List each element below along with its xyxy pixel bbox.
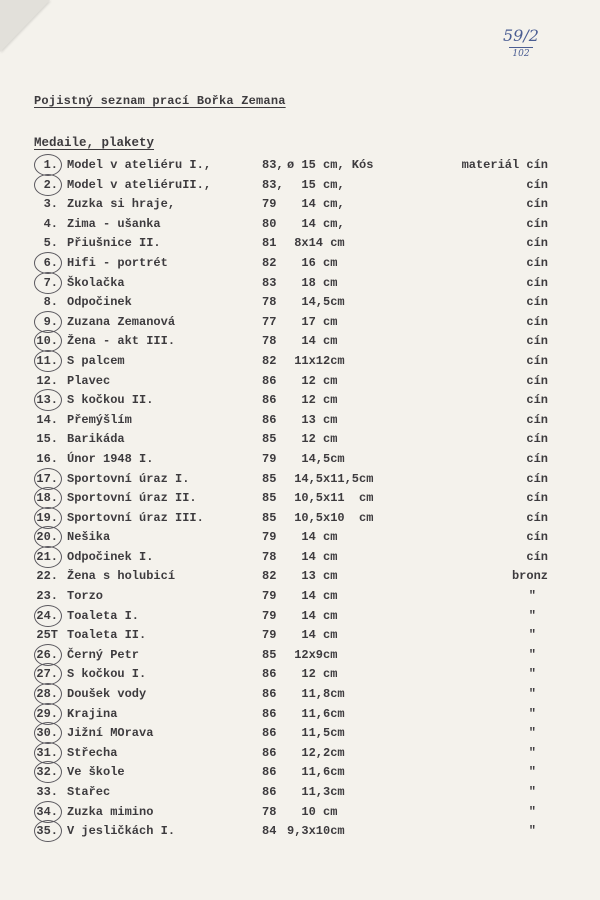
item-year: 85 xyxy=(262,510,277,525)
item-size: 14 cm xyxy=(287,549,338,564)
item-material: cín xyxy=(526,373,548,388)
list-item xyxy=(0,607,600,627)
item-year: 79 xyxy=(262,197,277,212)
item-material: cín xyxy=(526,353,548,368)
item-material: " xyxy=(528,647,536,662)
item-title: Plavec xyxy=(67,373,111,388)
item-number: 20. xyxy=(32,530,58,544)
item-year: 82 xyxy=(262,569,277,584)
list-item xyxy=(0,587,600,607)
item-size: 10,5x10 cm xyxy=(287,510,374,525)
list-item xyxy=(0,156,600,176)
item-title: Jižní MOrava xyxy=(67,726,154,741)
list-item xyxy=(0,665,600,685)
list-item xyxy=(0,430,600,450)
item-number: 25T xyxy=(36,628,58,643)
item-year: 83, xyxy=(262,158,284,172)
item-title: Odpočinek xyxy=(67,295,132,310)
item-material: cín xyxy=(526,451,548,466)
item-size: 11x12cm xyxy=(287,353,345,368)
item-material: cín xyxy=(526,216,548,231)
item-year: 84 xyxy=(262,824,277,839)
item-number: 1. xyxy=(32,158,58,172)
item-material: " xyxy=(528,745,536,760)
list-item xyxy=(0,411,600,431)
item-size: 10,5x11 cm xyxy=(287,491,374,506)
item-number: 29. xyxy=(32,707,58,721)
item-material: " xyxy=(528,589,536,604)
document-title: Pojistný seznam prací Bořka Zemana xyxy=(34,94,286,108)
item-title: Krajina xyxy=(67,706,118,721)
works-list xyxy=(0,156,600,842)
item-material: cín xyxy=(526,549,548,564)
item-year: 86 xyxy=(262,706,277,721)
item-size: 12x9cm xyxy=(287,647,338,662)
list-item xyxy=(0,489,600,509)
item-number: 5. xyxy=(43,236,58,251)
item-number: 12. xyxy=(36,373,58,388)
item-number: 2. xyxy=(32,178,58,192)
item-size: 11,6cm xyxy=(287,706,345,721)
item-size: 12 cm xyxy=(287,432,338,447)
list-item xyxy=(0,763,600,783)
item-title: Barikáda xyxy=(67,432,125,447)
item-number: 17. xyxy=(32,472,58,486)
item-size: 14,5x11,5cm xyxy=(287,471,374,486)
item-number: 7. xyxy=(32,276,58,290)
item-title: Stařec xyxy=(67,785,111,799)
item-size: 14 cm xyxy=(287,628,338,643)
item-year: 79 xyxy=(262,628,277,643)
item-number: 16. xyxy=(36,451,58,466)
item-title: Školačka xyxy=(67,275,125,290)
item-number: 24. xyxy=(32,609,58,623)
item-title: Zima - ušanka xyxy=(67,216,161,231)
item-size: 12 cm xyxy=(287,373,338,388)
item-material: cín xyxy=(526,471,548,486)
item-year: 80 xyxy=(262,216,277,231)
item-size: 12,2cm xyxy=(287,745,345,760)
list-item xyxy=(0,176,600,196)
item-year: 78 xyxy=(262,804,277,819)
item-title: Přiušnice II. xyxy=(67,236,161,251)
item-number: 6. xyxy=(32,256,58,270)
list-item xyxy=(0,509,600,529)
list-item xyxy=(0,391,600,411)
item-year: 85 xyxy=(262,432,277,447)
item-material: cín xyxy=(526,491,548,506)
item-size: 11,5cm xyxy=(287,726,345,741)
item-number: 14. xyxy=(36,412,58,427)
item-title: Toaleta I. xyxy=(67,608,140,623)
handnote-top: 59/2 xyxy=(503,26,539,45)
item-size: 11,8cm xyxy=(287,687,345,702)
item-year: 78 xyxy=(262,549,277,564)
list-item xyxy=(0,234,600,254)
item-material: cín xyxy=(526,412,548,427)
list-item xyxy=(0,470,600,490)
list-item xyxy=(0,274,600,294)
list-item xyxy=(0,626,600,646)
item-year: 79 xyxy=(262,451,277,466)
list-item xyxy=(0,352,600,372)
item-year: 86 xyxy=(262,393,277,408)
item-year: 85 xyxy=(262,647,277,662)
item-number: 13. xyxy=(32,393,58,407)
item-material: " xyxy=(528,608,536,623)
item-material: " xyxy=(528,628,536,643)
item-number: 26. xyxy=(32,648,58,662)
item-size: 14,5cm xyxy=(287,451,345,466)
item-year: 78 xyxy=(262,334,277,349)
item-year: 78 xyxy=(262,295,277,310)
item-number: 27. xyxy=(32,667,58,681)
item-title: Černý Petr xyxy=(67,647,140,662)
item-number: 3. xyxy=(43,197,58,212)
item-year: 83, xyxy=(262,177,284,192)
list-item xyxy=(0,215,600,235)
item-year: 85 xyxy=(262,491,277,506)
list-item xyxy=(0,195,600,215)
item-number: 19. xyxy=(32,511,58,525)
item-title: Toaleta II. xyxy=(67,628,147,643)
list-item xyxy=(0,685,600,705)
item-year: 82 xyxy=(262,353,277,368)
item-size: 14 cm, xyxy=(287,197,345,212)
list-item xyxy=(0,372,600,392)
list-item xyxy=(0,254,600,274)
item-title: Únor 1948 I. xyxy=(67,451,154,466)
item-title: Sportovní úraz I. xyxy=(67,471,190,486)
item-material: bronz xyxy=(511,569,548,584)
list-item xyxy=(0,313,600,333)
item-size: 15 cm, xyxy=(287,177,345,192)
item-number: 28. xyxy=(32,687,58,701)
item-number: 35. xyxy=(32,824,58,838)
item-number: 15. xyxy=(36,432,58,447)
item-year: 79 xyxy=(262,608,277,623)
item-material: " xyxy=(528,804,536,819)
item-material: cín xyxy=(526,432,548,447)
item-size: 14 cm xyxy=(287,589,338,604)
item-title: Torzo xyxy=(67,589,104,604)
item-title: Zuzka si hraje, xyxy=(67,197,176,212)
list-item xyxy=(0,744,600,764)
item-size: 10 cm xyxy=(287,804,338,819)
item-material: cín xyxy=(526,236,548,251)
item-year: 86 xyxy=(262,745,277,760)
item-number: 33. xyxy=(36,785,58,799)
item-size: 14,5cm xyxy=(287,295,345,310)
item-material: " xyxy=(528,687,536,702)
item-title: Model v ateliéruII., xyxy=(67,177,212,192)
item-size: ø 15 cm, Kós xyxy=(287,158,374,172)
item-material: cín xyxy=(526,530,548,545)
item-title: Žena s holubicí xyxy=(67,569,176,584)
folded-corner xyxy=(0,0,50,52)
item-number: 4. xyxy=(43,216,58,231)
item-title: Žena - akt III. xyxy=(67,334,176,349)
item-material: cín xyxy=(526,295,548,310)
item-year: 86 xyxy=(262,726,277,741)
list-item xyxy=(0,293,600,313)
item-size: 12 cm xyxy=(287,393,338,408)
item-number: 23. xyxy=(36,589,58,604)
item-material: cín xyxy=(526,177,548,192)
item-year: 86 xyxy=(262,373,277,388)
item-number: 8. xyxy=(43,295,58,310)
item-year: 79 xyxy=(262,589,277,604)
item-size: 12 cm xyxy=(287,667,338,682)
item-year: 79 xyxy=(262,530,277,545)
item-title: S kočkou I. xyxy=(67,667,147,682)
list-item xyxy=(0,822,600,842)
item-year: 83 xyxy=(262,275,277,290)
item-title: Doušek vody xyxy=(67,687,147,702)
list-item xyxy=(0,567,600,587)
item-title: Nešika xyxy=(67,530,111,545)
item-material: cín xyxy=(526,314,548,329)
item-title: V jesličkách I. xyxy=(67,824,176,839)
item-size: 8x14 cm xyxy=(287,236,345,251)
item-material: " xyxy=(528,667,536,682)
item-size: 14 cm xyxy=(287,608,338,623)
item-material: " xyxy=(528,824,536,839)
item-material: " xyxy=(528,785,536,799)
item-year: 86 xyxy=(262,687,277,702)
item-title: Sportovní úraz II. xyxy=(67,491,197,506)
item-material: cín xyxy=(526,510,548,525)
item-material: cín xyxy=(526,334,548,349)
item-size: 11,6cm xyxy=(287,765,345,780)
item-number: 11. xyxy=(32,354,58,368)
item-size: 17 cm xyxy=(287,314,338,329)
item-title: S kočkou II. xyxy=(67,393,154,408)
list-item xyxy=(0,450,600,470)
list-item xyxy=(0,705,600,725)
item-material: " xyxy=(528,765,536,780)
item-number: 31. xyxy=(32,746,58,760)
item-number: 32. xyxy=(32,765,58,779)
item-year: 86 xyxy=(262,412,277,427)
item-material: " xyxy=(528,706,536,721)
item-size: 14 cm xyxy=(287,334,338,349)
item-title: Sportovní úraz III. xyxy=(67,510,204,525)
item-title: Odpočinek I. xyxy=(67,549,154,564)
item-title: S palcem xyxy=(67,353,125,368)
item-year: 81 xyxy=(262,236,277,251)
item-material: cín xyxy=(526,255,548,270)
handwritten-page-note xyxy=(503,28,539,59)
item-title: Hifi - portrét xyxy=(67,255,168,270)
handnote-bottom: 102 xyxy=(512,49,530,59)
item-size: 14 cm, xyxy=(287,216,345,231)
item-title: Přemýšlím xyxy=(67,412,132,427)
item-title: Zuzana Zemanová xyxy=(67,314,176,329)
item-size: 13 cm xyxy=(287,412,338,427)
item-title: Zuzka mimino xyxy=(67,804,154,819)
item-size: 14 cm xyxy=(287,530,338,545)
item-year: 86 xyxy=(262,765,277,780)
list-item xyxy=(0,646,600,666)
item-size: 9,3x10cm xyxy=(287,824,345,839)
item-number: 9. xyxy=(32,315,58,329)
list-item xyxy=(0,783,600,803)
item-number: 30. xyxy=(32,726,58,740)
item-year: 86 xyxy=(262,785,277,799)
item-material: cín xyxy=(526,275,548,290)
item-size: 11,3cm xyxy=(287,785,345,799)
list-item xyxy=(0,528,600,548)
item-material: cín xyxy=(526,393,548,408)
item-number: 18. xyxy=(32,491,58,505)
item-size: 16 cm xyxy=(287,255,338,270)
item-year: 85 xyxy=(262,471,277,486)
item-number: 10. xyxy=(32,334,58,348)
list-item xyxy=(0,548,600,568)
list-item xyxy=(0,803,600,823)
item-number: 22. xyxy=(36,569,58,584)
handnote-fraction-bar xyxy=(509,47,533,48)
item-title: Model v ateliéru I., xyxy=(67,158,212,172)
item-material: materiál cín xyxy=(461,158,548,172)
item-size: 18 cm xyxy=(287,275,338,290)
item-title: Střecha xyxy=(67,745,118,760)
section-heading: Medaile, plakety xyxy=(34,136,155,150)
item-year: 82 xyxy=(262,255,277,270)
item-material: cín xyxy=(526,197,548,212)
item-title: Ve škole xyxy=(67,765,125,780)
item-year: 86 xyxy=(262,667,277,682)
item-number: 34. xyxy=(32,805,58,819)
item-size: 13 cm xyxy=(287,569,338,584)
list-item xyxy=(0,332,600,352)
item-number: 21. xyxy=(32,550,58,564)
item-material: " xyxy=(528,726,536,741)
list-item xyxy=(0,724,600,744)
item-year: 77 xyxy=(262,314,277,329)
